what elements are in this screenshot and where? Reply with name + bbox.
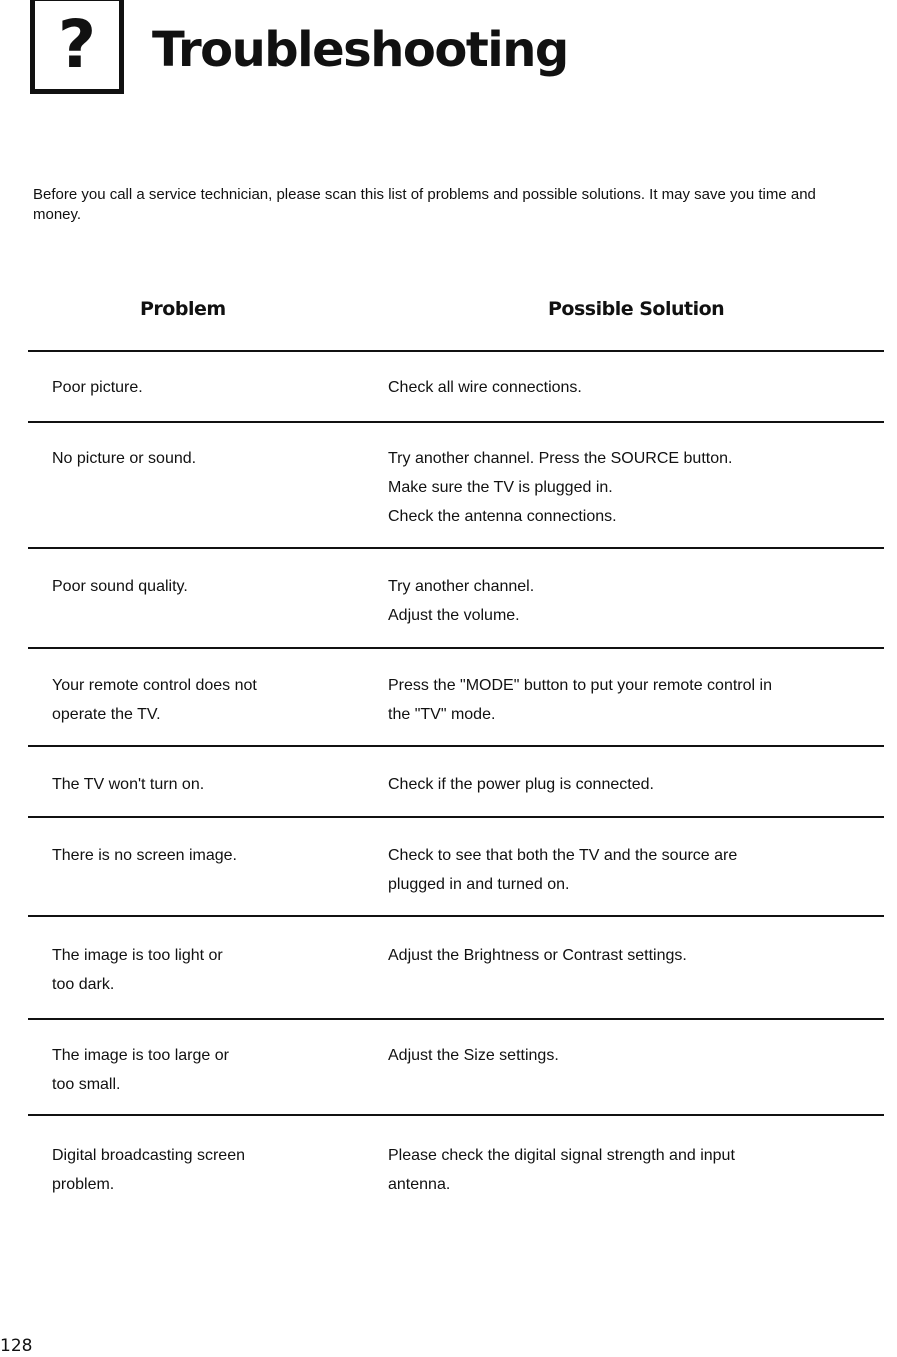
solution-cell bbox=[388, 1141, 858, 1199]
problem-cell bbox=[52, 671, 342, 729]
solution-text: Adjust the volume. bbox=[388, 607, 520, 624]
row-divider bbox=[28, 547, 884, 549]
solution-cell bbox=[388, 770, 858, 799]
problem-cell bbox=[52, 1141, 342, 1199]
solution-text: antenna. bbox=[388, 1176, 451, 1193]
solution-text: Adjust the Size settings. bbox=[388, 1047, 559, 1064]
problem-text: too small. bbox=[52, 1076, 121, 1093]
problem-text: The image is too light or bbox=[52, 947, 223, 964]
column-header-solution: Possible Solution bbox=[548, 298, 725, 320]
row-divider bbox=[28, 915, 884, 917]
solution-text: Check all wire connections. bbox=[388, 379, 582, 396]
solution-text: Check to see that both the TV and the source are bbox=[388, 847, 738, 864]
problem-cell bbox=[52, 572, 342, 601]
problem-text: The TV won't turn on. bbox=[52, 776, 205, 793]
solution-cell bbox=[388, 444, 858, 531]
row-divider bbox=[28, 1114, 884, 1116]
solution-text: Press the "MODE" button to put your remote control in bbox=[388, 677, 772, 694]
problem-cell bbox=[52, 373, 342, 402]
solution-cell bbox=[388, 841, 858, 899]
solution-text: Check the antenna connections. bbox=[388, 508, 617, 525]
problem-cell bbox=[52, 770, 342, 799]
problem-text: Poor picture. bbox=[52, 379, 143, 396]
intro-paragraph: Before you call a service technician, please scan this list of problems and possible solutions. It may save you time and money. bbox=[33, 186, 816, 223]
solution-text: plugged in and turned on. bbox=[388, 876, 570, 893]
solution-text: Please check the digital signal strength and input bbox=[388, 1147, 735, 1164]
solution-text: Check if the power plug is connected. bbox=[388, 776, 654, 793]
solution-text: the "TV" mode. bbox=[388, 706, 496, 723]
problem-cell bbox=[52, 444, 342, 473]
row-divider bbox=[28, 1018, 884, 1020]
page-number: 128 bbox=[0, 1336, 33, 1356]
row-divider bbox=[28, 421, 884, 423]
problem-text: Poor sound quality. bbox=[52, 578, 188, 595]
solution-cell bbox=[388, 671, 858, 729]
solution-text: Try another channel. Press the SOURCE button. bbox=[388, 450, 733, 467]
problem-text: too dark. bbox=[52, 976, 115, 993]
problem-text: No picture or sound. bbox=[52, 450, 197, 467]
problem-text: operate the TV. bbox=[52, 706, 161, 723]
row-divider bbox=[28, 745, 884, 747]
row-divider bbox=[28, 350, 884, 352]
problem-text: problem. bbox=[52, 1176, 115, 1193]
problem-text: The image is too large or bbox=[52, 1047, 229, 1064]
solution-cell bbox=[388, 941, 858, 970]
solution-cell bbox=[388, 572, 858, 630]
solution-cell bbox=[388, 1041, 858, 1070]
problem-text: Digital broadcasting screen bbox=[52, 1147, 245, 1164]
solution-cell bbox=[388, 373, 858, 402]
solution-text: Make sure the TV is plugged in. bbox=[388, 479, 613, 496]
problem-text: There is no screen image. bbox=[52, 847, 237, 864]
column-header-problem: Problem bbox=[140, 298, 226, 320]
problem-cell bbox=[52, 1041, 342, 1099]
question-mark-icon: ? bbox=[30, 0, 124, 94]
page-title: Troubleshooting bbox=[152, 22, 568, 78]
row-divider bbox=[28, 647, 884, 649]
solution-text: Adjust the Brightness or Contrast settings. bbox=[388, 947, 687, 964]
solution-text: Try another channel. bbox=[388, 578, 535, 595]
problem-cell bbox=[52, 841, 342, 870]
problem-cell bbox=[52, 941, 342, 999]
problem-text: Your remote control does not bbox=[52, 677, 257, 694]
row-divider bbox=[28, 816, 884, 818]
